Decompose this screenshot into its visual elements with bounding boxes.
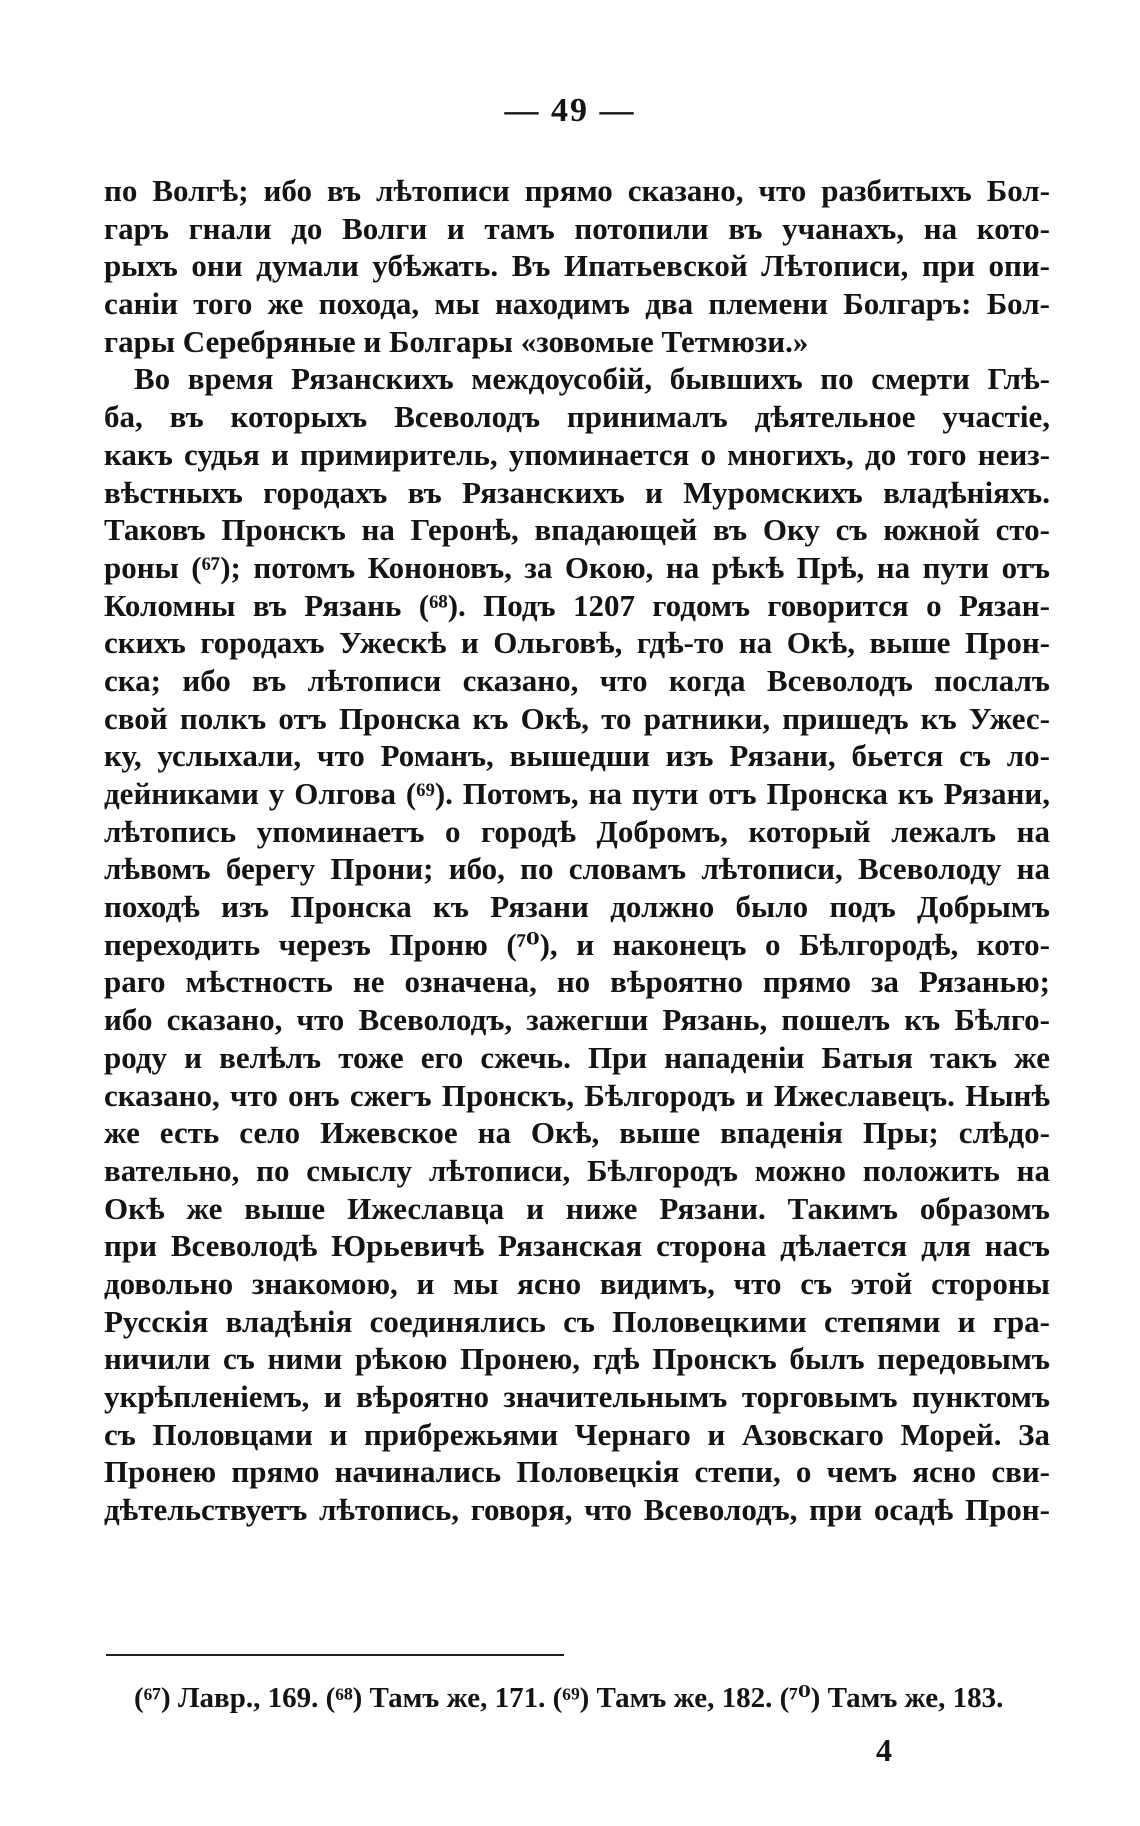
- text-line: ибо сказано, что Всеволодъ, зажегши Рязань, пошелъ къ Бѣлго-: [104, 1002, 1050, 1038]
- text-line: саніи того же похода, мы находимъ два племени Болгаръ: Бол-: [104, 286, 1050, 322]
- text-line: свой полкъ отъ Пронска къ Окѣ, то ратники, пришедъ къ Ужес-: [104, 700, 1050, 736]
- text-line: съ Половцами и прибрежьями Чернаго и Азовскаго Морей. За: [104, 1416, 1050, 1452]
- text-line: вѣстныхъ городахъ въ Рязанскихъ и Муромскихъ владѣніяхъ.: [104, 474, 1050, 510]
- text-line: рыхъ они думали убѣжать. Въ Ипатьевской Лѣтописи, при опи-: [104, 248, 1050, 284]
- text-line: ничили съ ними рѣкою Пронею, гдѣ Пронскъ былъ передовымъ: [104, 1341, 1050, 1377]
- text-line: скихъ городахъ Ужескѣ и Ольговѣ, гдѣ-то на Окѣ, выше Прон-: [104, 625, 1050, 661]
- signature-mark: 4: [876, 1732, 892, 1768]
- text-line: Таковъ Пронскъ на Геронѣ, впадающей въ Оку съ южной сто-: [104, 512, 1050, 548]
- footnote-divider: [106, 1654, 564, 1656]
- text-line: по Волгѣ; ибо въ лѣтописи прямо сказано, что разбитыхъ Бол-: [104, 173, 1050, 208]
- text-line: укрѣпленіемъ, и вѣроятно значительнымъ торговымъ пунктомъ: [104, 1379, 1050, 1414]
- text-line: вательно, по смыслу лѣтописи, Бѣлгородъ можно положить на: [104, 1152, 1050, 1188]
- text-line: довольно знакомою, и мы ясно видимъ, что съ этой стороны: [104, 1265, 1050, 1301]
- text-line: Пронею прямо начинались Половецкія степи, о чемъ ясно сви-: [104, 1454, 1050, 1490]
- body-text: [104, 172, 1050, 1529]
- text-line: походѣ изъ Пронска къ Рязани должно было подъ Добрымъ: [104, 889, 1050, 925]
- text-line: Коломны въ Рязань (⁶⁸). Подъ 1207 годомъ говорится о Рязан-: [104, 587, 1050, 623]
- text-line: ку, услыхали, что Романъ, вышедши изъ Рязани, бьется съ ло-: [104, 738, 1050, 774]
- text-line: ба, въ которыхъ Всеволодъ принималъ дѣятельное участіе,: [104, 399, 1050, 435]
- text-line: при Всеволодѣ Юрьевичѣ Рязанская сторона дѣлается для насъ: [104, 1228, 1050, 1264]
- text-line: раго мѣстность не означена, но вѣроятно прямо за Рязанью;: [104, 964, 1050, 1000]
- text-line: переходить черезъ Проню (⁷⁰), и наконецъ о Бѣлгородѣ, кото-: [104, 926, 1050, 962]
- text-line: лѣтопись упоминаетъ о городѣ Добромъ, который лежалъ на: [104, 813, 1050, 849]
- text-line: же есть село Ижевское на Окѣ, выше впаденія Пры; слѣдо-: [104, 1115, 1050, 1151]
- page-number: — 49 —: [504, 92, 636, 129]
- text-line: какъ судья и примиритель, упоминается о многихъ, до того неиз-: [104, 436, 1050, 472]
- text-line: Окѣ же выше Ижеславца и ниже Рязани. Такимъ образомъ: [104, 1190, 1050, 1226]
- text-line: дейниками у Олгова (⁶⁹). Потомъ, на пути отъ Пронска къ Рязани,: [104, 776, 1050, 811]
- text-line: дѣтельствуетъ лѣтопись, говоря, что Всеволодъ, при осадѣ Прон-: [104, 1492, 1050, 1528]
- text-line: гары Серебряные и Болгары «зовомые Тетмюзи.»: [104, 323, 809, 359]
- text-line: роду и велѣлъ тоже его сжечь. При нападеніи Батыя такъ же: [104, 1039, 1050, 1075]
- text-line: гаръ гнали до Волги и тамъ потопили въ учанахъ, на кото-: [104, 210, 1050, 246]
- text-line: роны (⁶⁷); потомъ Кононовъ, за Окою, на рѣкѣ Прѣ, на пути отъ: [104, 549, 1050, 585]
- footnotes: (⁶⁷) Лавр., 169. (⁶⁸) Тамъ же, 171. (⁶⁹) Тамъ же, 182. (⁷⁰) Тамъ же, 183.: [134, 1682, 1004, 1714]
- text-line: Русскія владѣнія соединялись съ Половецкими степями и гра-: [104, 1303, 1050, 1339]
- text-line: сказано, что онъ сжегъ Пронскъ, Бѣлгородъ и Ижеславецъ. Нынѣ: [104, 1077, 1050, 1113]
- text-line: ска; ибо въ лѣтописи сказано, что когда Всеволодъ послалъ: [104, 662, 1050, 698]
- text-line: лѣвомъ берегу Прони; ибо, по словамъ лѣтописи, Всеволоду на: [104, 851, 1050, 887]
- text-line: Во время Рязанскихъ междоусобій, бывшихъ по смерти Глѣ-: [134, 361, 1050, 397]
